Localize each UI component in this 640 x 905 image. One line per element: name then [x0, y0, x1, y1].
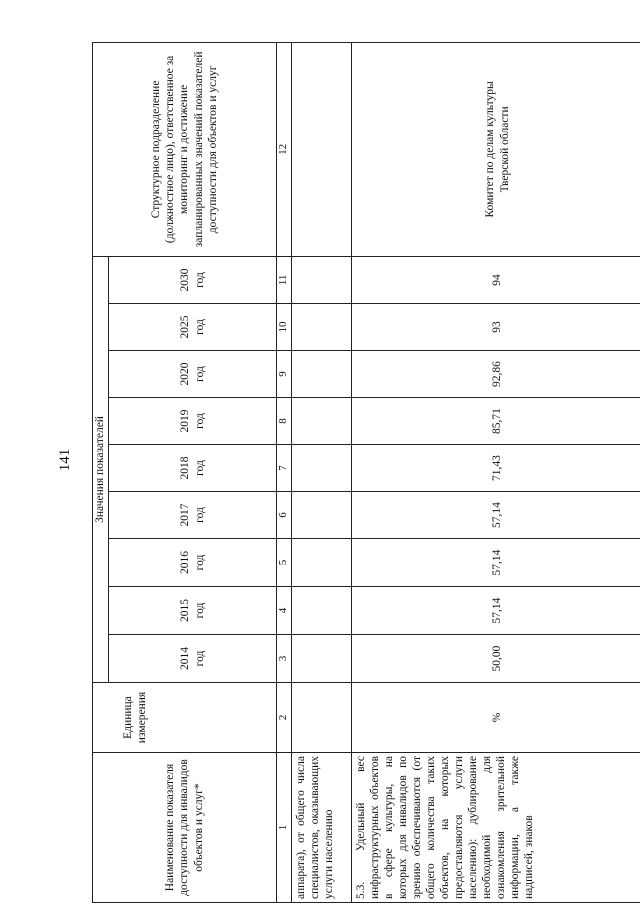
table-row — [292, 42, 352, 902]
accessibility-indicators-table — [92, 42, 640, 903]
unit-cell — [292, 683, 352, 753]
unit-cell: % — [352, 683, 640, 753]
column-number: 8 — [277, 398, 292, 445]
header-unit: Единица измерения — [93, 683, 277, 753]
header-year: 2018 год — [109, 445, 277, 492]
value-cell: 85,71 — [352, 398, 640, 445]
header-year: 2020 год — [109, 351, 277, 398]
header-year: 2025 год — [109, 304, 277, 351]
indicator-name-cell: аппарата), от общего числа специалистов, оказывающих услуги населению — [292, 753, 352, 903]
header-row-group — [93, 42, 109, 902]
header-year: 2014 год — [109, 635, 277, 683]
value-cell — [292, 445, 352, 492]
header-year: 2017 год — [109, 492, 277, 539]
header-responsible: Структурное подразделение (должностное лицо), ответственное за мониторинг и достижение запланированных значений показателей доступности для объектов и услуг — [93, 42, 277, 256]
column-number: 3 — [277, 635, 292, 683]
value-cell: 94 — [352, 256, 640, 303]
value-cell — [292, 398, 352, 445]
value-cell: 92,86 — [352, 351, 640, 398]
value-cell — [292, 492, 352, 539]
column-number: 4 — [277, 587, 292, 635]
value-cell: 57,14 — [352, 587, 640, 635]
column-number: 7 — [277, 445, 292, 492]
value-cell — [292, 256, 352, 303]
header-year: 2015 год — [109, 587, 277, 635]
value-cell — [292, 304, 352, 351]
value-cell — [292, 635, 352, 683]
responsible-cell — [292, 42, 352, 256]
column-number: 1 — [277, 753, 292, 903]
column-number-row — [277, 42, 292, 902]
header-year: 2030 год — [109, 256, 277, 303]
value-cell — [292, 587, 352, 635]
value-cell — [292, 351, 352, 398]
header-year: 2016 год — [109, 539, 277, 587]
value-cell: 50,00 — [352, 635, 640, 683]
column-number: 11 — [277, 256, 292, 303]
column-number: 2 — [277, 683, 292, 753]
table-row — [352, 42, 640, 902]
value-cell: 71,43 — [352, 445, 640, 492]
indicator-name-cell: 5.3. Удельный вес инфраструктурных объектов в сфере культуры, на которых для инвалидов по зрению обеспечиваются (от общего количества таких объектов, на которых предоставляются услуги населению): дублирование необходимой для ознакомления зрительной информации, а также надписей, знаков — [352, 753, 640, 903]
value-cell: 57,14 — [352, 539, 640, 587]
column-number: 6 — [277, 492, 292, 539]
value-cell — [292, 539, 352, 587]
rotated-page-content — [92, 51, 640, 903]
column-number: 12 — [277, 42, 292, 256]
column-number: 10 — [277, 304, 292, 351]
value-cell: 57,14 — [352, 492, 640, 539]
column-number: 5 — [277, 539, 292, 587]
value-cell: 93 — [352, 304, 640, 351]
header-indicator-name: Наименование показателя доступности для инвалидов объектов и услуг* — [93, 753, 277, 903]
column-number: 9 — [277, 351, 292, 398]
page-number: 141 — [56, 448, 73, 472]
header-values-group: Значения показателей — [93, 256, 109, 682]
responsible-cell: Комитет по делам культуры Тверской области — [352, 42, 640, 256]
header-year: 2019 год — [109, 398, 277, 445]
